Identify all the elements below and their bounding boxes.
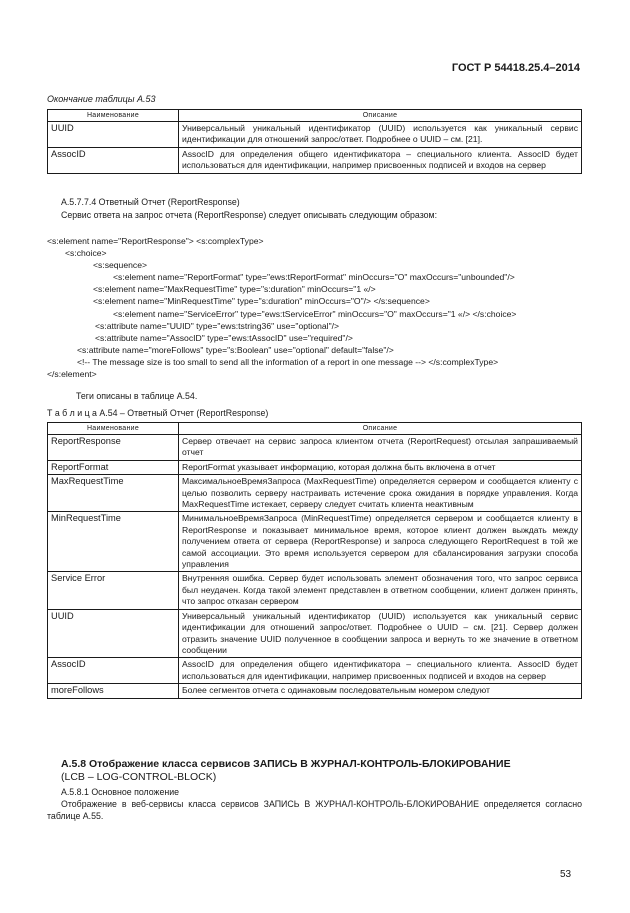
row-name: AssocID [48,658,179,684]
code-line: </s:element> [47,369,97,380]
row-name: ReportResponse [48,435,179,461]
section-heading-a5774: А.5.7.7.4 Ответный Отчет (ReportResponse) [61,197,240,207]
row-description: ReportFormat указывает информацию, которая должна быть включена в отчет [179,460,582,474]
table-header-row [48,423,582,435]
section-a58-heading [61,758,586,784]
row-name: moreFollows [48,684,179,698]
row-name: Service Error [48,572,179,609]
row-name: AssocID [48,147,179,173]
code-line: <s:element name="ReportResponse"> <s:complexType> [47,236,264,246]
row-description: Универсальный уникальный идентификатор (UUID) используется как уникальный сервис идентификации для отношений запрос/ответ. Подробнее о UUID – см. [21]. Сервер должен отразить значение UUID полученное в сообщении запроса и вернуть то же значение в ответном сообщении [179,609,582,658]
table-row [48,512,582,572]
row-name: ReportFormat [48,460,179,474]
code-line: <s:element name="ServiceError" type="ews:tServiceError" minOccurs="O" maxOccurs="1 «/> </s:choice> [113,308,517,319]
code-line: <s:sequence> [93,260,147,271]
row-name: UUID [48,609,179,658]
row-description: AssocID для определения общего идентификатора – специального клиента. AssocID будет использоваться для идентификации, например присвоенных подписей и входов на сервер [179,658,582,684]
row-description: Внутренняя ошибка. Сервер будет использовать элемент обозначения того, что запрос сервиса был неудачен. Когда такой элемент представлен в ответном сообщении, клиент должен принять, что запрос отказан сервером [179,572,582,609]
code-line: <s:element name="ReportFormat" type="ews:tReportFormat" minOccurs="O" maxOccurs="unbounded"/> [113,272,515,283]
row-description: Более сегментов отчета с одинаковым последовательным номером следуют [179,684,582,698]
table-row [48,609,582,658]
row-description: МаксимальноеВремяЗапроса (MaxRequestTime) определяется сервером и сообщается клиенту с целью позволить серверу настраивать истечение срока ожидания в порядке управления. Когда MaxRequestTime истекает, серверу следует считать клиента неактивным [179,475,582,512]
code-line: <s:element name="MaxRequestTime" type="s:duration" minOccurs="1 «/> [93,284,376,295]
row-description: МинимальноеВремяЗапроса (MinRequestTime) определяется сервером и сообщается клиенту в ReportResponse и показывает минимальное время, которое клиент должен выждать между получением ответа от сервера (ReportResponse) и запроса следующего ReportRequest в той же самой ассоциации. Это время используется сервером для сбалансирования загрузки способа управления [179,512,582,572]
row-description: Сервер отвечает на сервис запроса клиентом отчета (ReportRequest) отсылая запрашиваемый отчет [179,435,582,461]
table-continuation-caption: Окончание таблицы А.53 [47,94,156,104]
table-row [48,658,582,684]
column-header-description: Описание [179,110,582,122]
code-line: <s:attribute name="moreFollows" type="s:Boolean" use="optional" default="false"/> [77,344,394,355]
code-line: <s:choice> [65,248,107,259]
page-number: 53 [560,869,572,880]
document-header: ГОСТ Р 54418.25.4–2014 [451,62,580,74]
code-line: <s:attribute name="AssocID" type="ews:tAssocID" use="required"/> [95,332,353,343]
column-header-description: Описание [179,423,582,435]
code-line: <s:element name="MinRequestTime" type="s:duration" minOccurs="O"/> </s:sequence> [93,296,430,307]
table-row [48,475,582,512]
column-header-name: Наименование [48,423,179,435]
section-a58-subtitle: (LCB – LOG-CONTROL-BLOCK) [61,771,217,783]
section-a58-text: Отображение в веб-сервисы класса сервисов ЗАПИСЬ В ЖУРНАЛ-КОНТРОЛЬ-БЛОКИРОВАНИЕ определяется согласно таблице А.55. [47,799,582,821]
table-row [48,460,582,474]
table-a54-caption: Т а б л и ц а А.54 – Ответный Отчет (ReportResponse) [47,408,269,418]
code-line: <s:attribute name="UUID" type="ews:tstring36" use="optional"/> [95,320,340,331]
subsection-heading-a581: А.5.8.1 Основное положение [61,787,180,797]
table-row [48,122,582,148]
section-a58-title: А.5.8 Отображение класса сервисов ЗАПИСЬ В ЖУРНАЛ-КОНТРОЛЬ-БЛОКИРОВАНИЕ [61,758,511,770]
table-row [48,435,582,461]
section-intro: Сервис ответа на запрос отчета (ReportResponse) следует описывать следующим образом: [61,210,438,220]
table-row [48,147,582,173]
row-name: UUID [48,122,179,148]
row-description: Универсальный уникальный идентификатор (UUID) используется как уникальный сервис идентификации для отношений запрос/ответ. Подробнее о UUID – см. [21]. [179,122,582,148]
column-header-name: Наименование [48,110,179,122]
xml-code-block [47,235,516,380]
table-reference-text: Теги описаны в таблице А.54. [76,391,198,401]
table-header-row [48,110,582,122]
row-description: AssocID для определения общего идентификатора – специального клиента. AssocID будет использоваться для идентификации, например присвоенных подписей и входов на сервер [179,147,582,173]
code-line: <!-- The message size is too small to send all the information of a report in one message --> </s:complexType> [77,356,499,367]
row-name: MinRequestTime [48,512,179,572]
row-name: MaxRequestTime [48,475,179,512]
table-row [48,684,582,698]
table-a54 [47,422,582,699]
table-row [48,572,582,609]
table-a53-continuation [47,109,582,174]
